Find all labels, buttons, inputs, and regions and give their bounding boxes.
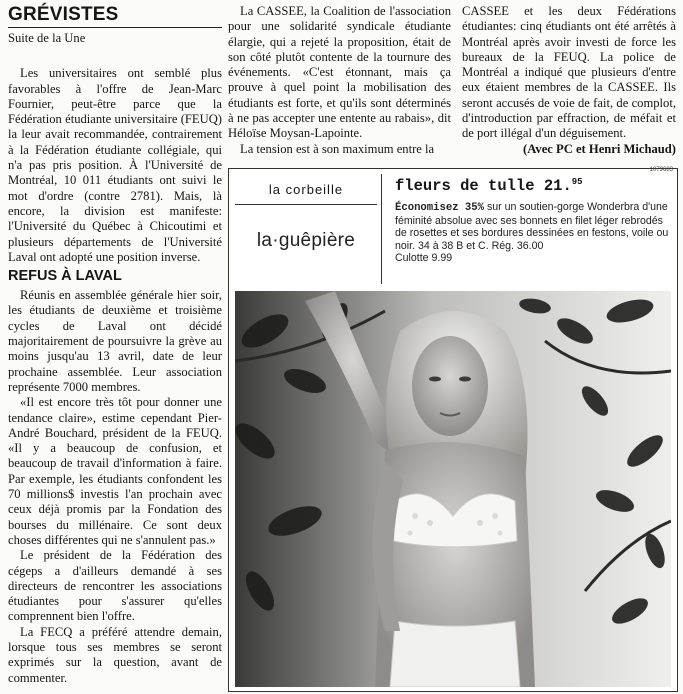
price-cents: 95	[571, 177, 583, 187]
offer-block	[395, 177, 669, 265]
article-column-3	[462, 4, 676, 157]
article-credit: (Avec PC et Henri Michaud)	[523, 141, 676, 156]
article-column-1	[8, 4, 222, 686]
paragraph: La tension est à son maximum entre la	[240, 141, 435, 156]
ad-code: 1079683	[649, 167, 673, 173]
paragraph: CASSEE et les deux Fédérations étudiantes: cinq étudiants ont été arrêtés à Montréal après avoir investi de force les bureaux de la FEUQ. La police de Montréal a indiqué que plusieurs d'entre eux étaient membres de la CASSEE. Ils seront accusés de voie de fait, de complot, d'introduction par effraction, de méfait et de port illégal d'un déguisement.	[462, 4, 676, 141]
ad-divider	[381, 174, 382, 284]
offer-details: sur un soutien-gorge Wonderbra d'une féminité absolue avec ses bonnets en filet léger rebrodés de rosettes et ses bordures dessinées en festons, voile ou noir. 34 à 38 B et C. Rég. 36.00	[395, 201, 669, 252]
offer-title	[395, 177, 669, 195]
offer-price	[544, 177, 583, 195]
paragraph: «Il est encore très tôt pour donner une tendance claire», estime cependant Pier-André Bouchard, président de la FEUQ. «Il y a beaucoup de confusion, et beaucoup de travail d'information à faire. Par exemple, les étudiants confondent les 70 millions$ investis l'an prochain avec ceux déjà promis par la Fondation des bourses du millénaire. Ce sont deux choses différentes qui ne s'annulent pas.»	[8, 395, 222, 547]
paragraph: La FECQ a préféré attendre demain, lorsque tous ses membres se seront exprimés sur la question, avant de commenter.	[8, 624, 222, 685]
offer-product: fleurs de tulle	[395, 177, 535, 196]
article-headline: GRÉVISTES	[8, 4, 222, 28]
paragraph: Les universitaires ont semblé plus favorables à l'offre de Jean-Marc Fournier, peut-être parce que la Fédération étudiante universitaire (FEUQ) la leur avait recommandée, contrairement à la Fédération étudiante collégiale, qui n'a pas pris position. À l'Université de Montréal, 10 011 étudiants ont suivi le mot d'ordre (contre 2781). Mais, là encore, la division est manifeste: l'Université du Québec à Chicoutimi et plusieurs départements de l'Université Laval ont adopté une position inverse.	[8, 66, 222, 264]
paragraph: Réunis en assemblée générale hier soir, les étudiants de deuxième et troisième cycles de Laval ont décidé majoritairement de poursuivre la grève au moins jusqu'au 13 avril, date de leur prochaine assemblée. Leur association représente 7000 membres.	[8, 288, 222, 394]
section-heading: REFUS À LAVAL	[8, 268, 122, 285]
discount-label: Économisez 35%	[395, 202, 485, 215]
model-photo	[235, 291, 671, 687]
paragraph: La CASSEE, la Coalition de l'association pour une solidarité syndicale étudiante élargie, qui a rejeté la proposition, était de son côté plutôt contente de la tournure des événements. «C'est étonnant, mais ça prouve à quel point la mobilisation des étudiants est forte, et qu'ils sont déterminés à ne pas accepter une entente au rabais», dit Héloïse Moysan-Lapointe.	[228, 4, 451, 141]
article-subhead: Suite de la Une	[8, 31, 86, 45]
brand-box	[235, 177, 377, 283]
brand-name: la·guêpière	[256, 230, 356, 251]
culotte-price: Culotte 9.99	[395, 252, 453, 265]
brand-store-name: la corbeille	[235, 177, 377, 205]
paragraph: Le président de la Fédération des cégeps a d'ailleurs demandé à ses directeurs de rencontrer les associations étudiantes pour s'assurer qu'elles comprennent bien l'offre.	[8, 548, 222, 624]
model-photo-illustration	[235, 291, 671, 687]
offer-description	[395, 201, 669, 265]
lingerie-advertisement	[228, 168, 678, 692]
price-dollars: 21.	[543, 177, 572, 196]
article-column-2	[228, 4, 451, 157]
